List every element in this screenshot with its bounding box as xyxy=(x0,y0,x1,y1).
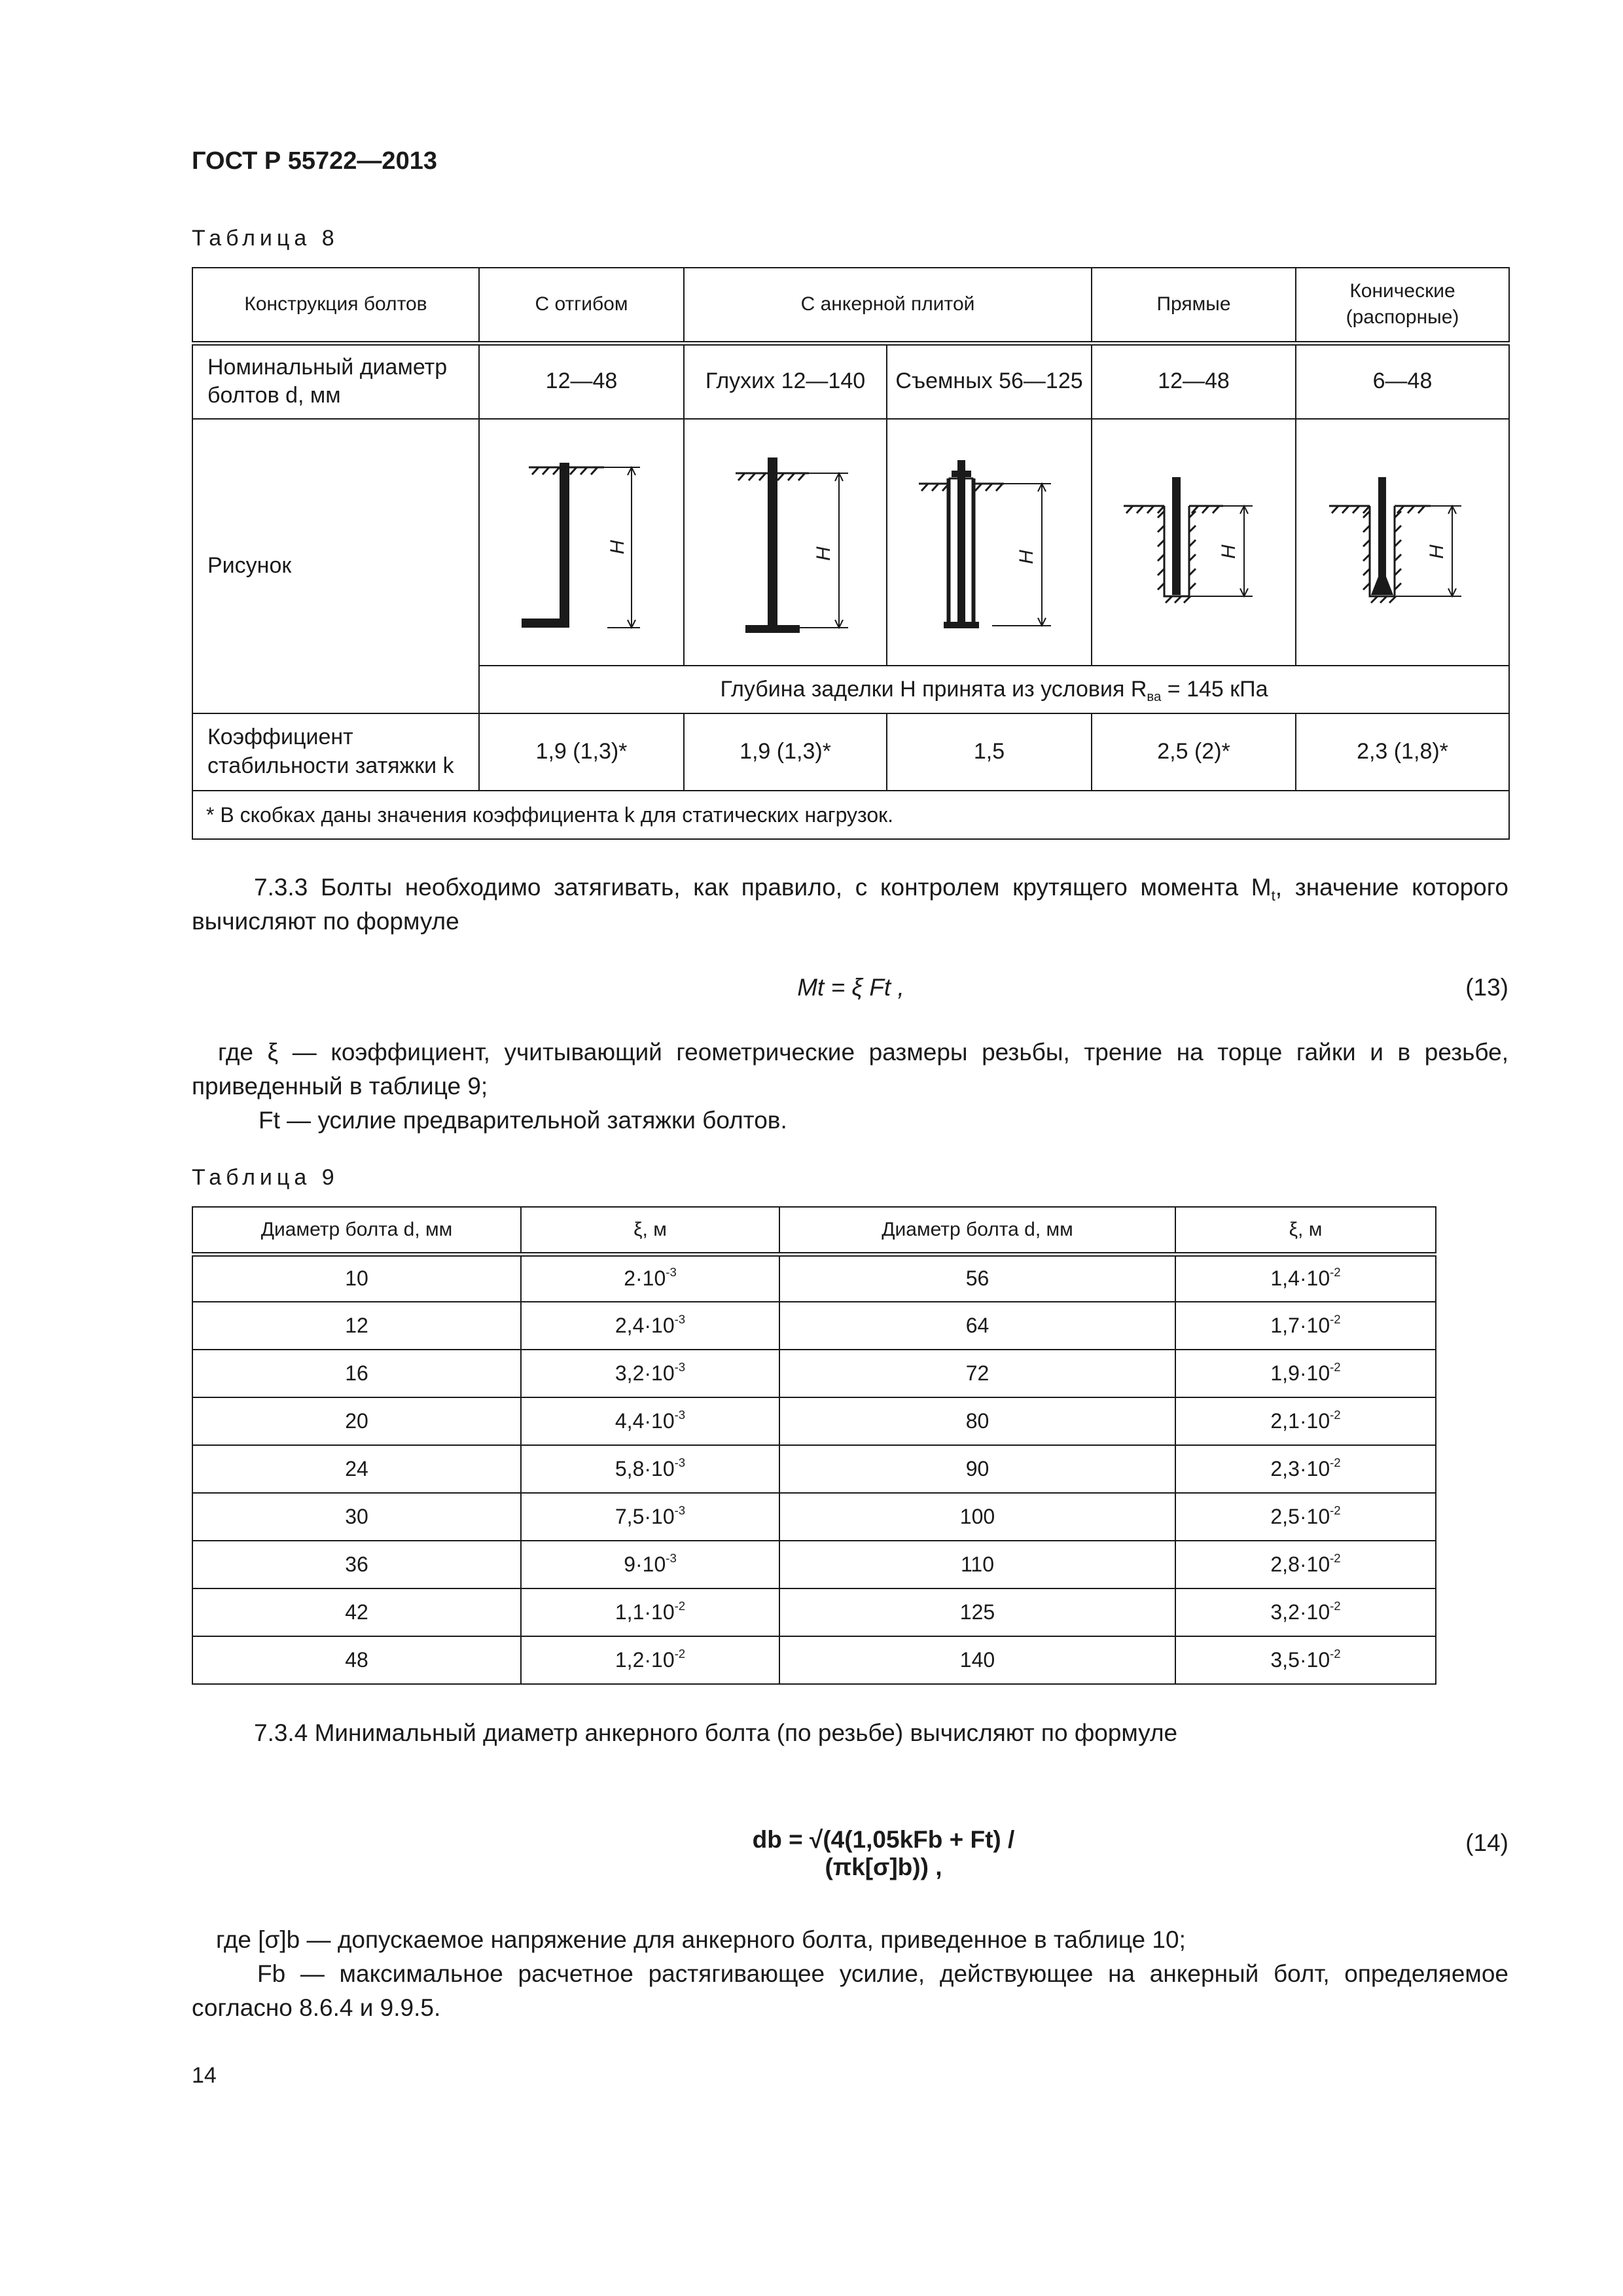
table9-cell xyxy=(521,1541,779,1588)
table9-cell: 56 xyxy=(779,1254,1175,1302)
xi-mantissa: 4,4·10 xyxy=(615,1409,675,1433)
conical-bolt-figure xyxy=(1296,419,1509,666)
xi-mantissa: 2·10 xyxy=(624,1266,666,1291)
straight-bolt-figure xyxy=(1092,419,1296,666)
para-7-3-3-part2: , значение которого вычисляют по формуле xyxy=(192,874,1508,935)
bent-bolt-figure xyxy=(479,419,684,666)
xi-exponent: -2 xyxy=(1330,1408,1341,1422)
table8-cell: 1,5 xyxy=(887,713,1092,791)
xi-exponent: -3 xyxy=(666,1551,677,1566)
table9-cell xyxy=(1175,1350,1436,1397)
table9-cell xyxy=(521,1302,779,1350)
table8 xyxy=(192,267,1510,840)
blind-plate-bolt-drawing xyxy=(685,420,887,665)
table9-caption: Таблица 9 xyxy=(192,1165,339,1190)
xi-exponent: -3 xyxy=(674,1456,686,1470)
table9-cell: 72 xyxy=(779,1350,1175,1397)
definition-xi: где ξ — коэффициент, учитывающий геометрические размеры резьбы, трение на торце гайки и в резьбе, приведенный в таблице 9; xyxy=(192,1039,1508,1100)
bent-bolt-drawing xyxy=(480,420,685,665)
table9-header-cell: ξ, м xyxy=(521,1207,779,1254)
xi-exponent: -2 xyxy=(1330,1551,1341,1566)
xi-mantissa: 2,3·10 xyxy=(1270,1457,1330,1480)
table9-header-row xyxy=(192,1207,1436,1254)
table9-cell xyxy=(1175,1541,1436,1588)
dimension-label: H xyxy=(1218,545,1240,559)
xi-mantissa: 1,1·10 xyxy=(615,1600,675,1624)
table8-cell: 12—48 xyxy=(1092,343,1296,419)
table8-header-cell: Конструкция болтов xyxy=(192,268,479,343)
table8-cell: 12—48 xyxy=(479,343,684,419)
table-row xyxy=(192,1302,1436,1350)
table8-cell: Съемных 56—125 xyxy=(887,343,1092,419)
table9-cell xyxy=(1175,1445,1436,1493)
dimension-label: H xyxy=(1016,550,1037,564)
table9-cell xyxy=(521,1636,779,1684)
table-row xyxy=(192,1445,1436,1493)
dimension-label: H xyxy=(607,540,628,554)
xi-exponent: -3 xyxy=(674,1408,686,1422)
xi-mantissa: 9·10 xyxy=(624,1552,666,1576)
xi-exponent: -3 xyxy=(674,1360,686,1374)
definition-fb: Fb — максимальное расчетное растягивающее усилие, действующее на анкерный болт, определяемое согласно 8.6.4 и 9.9.5. xyxy=(192,1960,1508,2021)
conical-bolt-drawing xyxy=(1296,420,1510,665)
table9-cell: 30 xyxy=(192,1493,521,1541)
depth-note-main: Глубина заделки H принята из условия R xyxy=(720,676,1147,702)
table8-coef-row xyxy=(192,713,1509,791)
xi-exponent: -2 xyxy=(1330,1599,1341,1613)
xi-mantissa: 2,8·10 xyxy=(1270,1552,1330,1576)
xi-exponent: -2 xyxy=(674,1599,686,1613)
table9-cell xyxy=(1175,1254,1436,1302)
table8-figure-row xyxy=(192,419,1509,666)
table9-header-cell: ξ, м xyxy=(1175,1207,1436,1254)
formula-13: Mt = ξ Ft , xyxy=(797,974,904,1001)
table8-header-cell: С отгибом xyxy=(479,268,684,343)
table9-cell xyxy=(1175,1397,1436,1445)
table8-cell: 2,3 (1,8)* xyxy=(1296,713,1509,791)
table8-footnote: * В скобках даны значения коэффициента k для статических нагрузок. xyxy=(192,791,1509,839)
table8-footnote-row xyxy=(192,791,1509,839)
xi-mantissa: 2,4·10 xyxy=(615,1314,675,1337)
paragraph-7-3-4: 7.3.4 Минимальный диаметр анкерного болта (по резьбе) вычисляют по формуле xyxy=(254,1719,1178,1746)
table8-header-cell: С анкерной плитой xyxy=(684,268,1092,343)
table9-cell: 36 xyxy=(192,1541,521,1588)
table9-cell: 140 xyxy=(779,1636,1175,1684)
table-row xyxy=(192,1254,1436,1302)
table9-cell: 125 xyxy=(779,1588,1175,1636)
table9-cell xyxy=(1175,1588,1436,1636)
table9-cell: 48 xyxy=(192,1636,521,1684)
table8-coef-label: Коэффициент стабильности затяжки k xyxy=(192,713,479,791)
definition-sigma: где [σ]b — допускаемое напряжение для анкерного болта, приведенное в таблице 10; xyxy=(216,1926,1186,1953)
dimension-label: H xyxy=(813,547,834,561)
table9-cell xyxy=(521,1588,779,1636)
equation-number-13: (13) xyxy=(1465,974,1508,1001)
table9-cell: 10 xyxy=(192,1254,521,1302)
xi-exponent: -2 xyxy=(1330,1503,1341,1518)
equation-number-14: (14) xyxy=(1465,1829,1508,1856)
xi-mantissa: 3,2·10 xyxy=(1270,1600,1330,1624)
xi-exponent: -2 xyxy=(1330,1312,1341,1327)
removable-plate-bolt-figure xyxy=(887,419,1092,666)
table-row xyxy=(192,1636,1436,1684)
table9-cell: 16 xyxy=(192,1350,521,1397)
table8-cell: Глухих 12—140 xyxy=(684,343,887,419)
dimension-label: H xyxy=(1426,545,1448,559)
table8-diameter-row xyxy=(192,343,1509,419)
table-row xyxy=(192,1397,1436,1445)
xi-exponent: -3 xyxy=(666,1265,677,1280)
table9-cell: 80 xyxy=(779,1397,1175,1445)
table9-header-cell: Диаметр болта d, мм xyxy=(779,1207,1175,1254)
table9-cell xyxy=(521,1254,779,1302)
formula-14: db = √(4(1,05kFb + Ft) / (πk[σ]b)) , xyxy=(752,1826,1015,1880)
table8-cell: 2,5 (2)* xyxy=(1092,713,1296,791)
xi-mantissa: 2,1·10 xyxy=(1270,1409,1330,1433)
table9-cell: 64 xyxy=(779,1302,1175,1350)
table8-header-row xyxy=(192,268,1509,343)
xi-mantissa: 3,5·10 xyxy=(1270,1648,1330,1672)
depth-note-subscript: ва xyxy=(1147,689,1162,704)
table8-caption: Таблица 8 xyxy=(192,226,339,251)
table9-cell: 12 xyxy=(192,1302,521,1350)
table9-cell: 90 xyxy=(779,1445,1175,1493)
table9-header-cell: Диаметр болта d, мм xyxy=(192,1207,521,1254)
xi-mantissa: 7,5·10 xyxy=(615,1505,675,1528)
table9-cell xyxy=(1175,1636,1436,1684)
table8-figure-label: Рисунок xyxy=(192,419,479,713)
table8-depth-note xyxy=(479,666,1509,713)
table-row xyxy=(192,1350,1436,1397)
xi-exponent: -2 xyxy=(674,1647,686,1661)
table9-cell xyxy=(1175,1493,1436,1541)
table9-cell: 20 xyxy=(192,1397,521,1445)
depth-note-tail: = 145 кПа xyxy=(1161,676,1268,702)
table9-cell: 24 xyxy=(192,1445,521,1493)
blind-plate-bolt-figure xyxy=(684,419,887,666)
table9-cell xyxy=(521,1350,779,1397)
table8-diameter-label: Номинальный диаметр болтов d, мм xyxy=(192,343,479,419)
page-number: 14 xyxy=(192,2063,217,2088)
straight-bolt-drawing xyxy=(1092,420,1296,665)
para-7-3-3-part1: 7.3.3 Болты необходимо затягивать, как правило, с контролем крутящего момента M xyxy=(254,874,1272,901)
xi-mantissa: 3,2·10 xyxy=(615,1361,675,1385)
table9-cell: 110 xyxy=(779,1541,1175,1588)
table-row xyxy=(192,1541,1436,1588)
table9 xyxy=(192,1206,1436,1685)
xi-exponent: -3 xyxy=(674,1503,686,1518)
definition-ft: Ft — усилие предварительной затяжки болтов. xyxy=(259,1107,787,1134)
table9-cell: 100 xyxy=(779,1493,1175,1541)
removable-plate-bolt-drawing xyxy=(887,420,1092,665)
table9-cell: 42 xyxy=(192,1588,521,1636)
xi-mantissa: 2,5·10 xyxy=(1270,1505,1330,1528)
table9-cell xyxy=(1175,1302,1436,1350)
table9-cell xyxy=(521,1493,779,1541)
xi-exponent: -2 xyxy=(1330,1456,1341,1470)
xi-mantissa: 1,4·10 xyxy=(1270,1266,1330,1291)
table9-cell xyxy=(521,1397,779,1445)
table8-cell: 6—48 xyxy=(1296,343,1509,419)
table-row xyxy=(192,1493,1436,1541)
xi-exponent: -2 xyxy=(1330,1360,1341,1374)
xi-mantissa: 5,8·10 xyxy=(615,1457,675,1480)
table8-cell: 1,9 (1,3)* xyxy=(684,713,887,791)
xi-exponent: -2 xyxy=(1330,1265,1341,1280)
para-7-3-3-sub: t xyxy=(1271,887,1275,904)
xi-mantissa: 1,9·10 xyxy=(1270,1361,1330,1385)
table8-cell: 1,9 (1,3)* xyxy=(479,713,684,791)
table8-header-cell: Прямые xyxy=(1092,268,1296,343)
table-row xyxy=(192,1588,1436,1636)
xi-exponent: -2 xyxy=(1330,1647,1341,1661)
xi-exponent: -3 xyxy=(674,1312,686,1327)
table8-header-cell: Конические (распорные) xyxy=(1296,268,1509,343)
paragraph-7-3-3 xyxy=(192,870,1508,939)
document-header: ГОСТ Р 55722—2013 xyxy=(192,147,437,175)
xi-mantissa: 1,2·10 xyxy=(615,1648,675,1672)
xi-mantissa: 1,7·10 xyxy=(1270,1314,1330,1337)
table9-cell xyxy=(521,1445,779,1493)
